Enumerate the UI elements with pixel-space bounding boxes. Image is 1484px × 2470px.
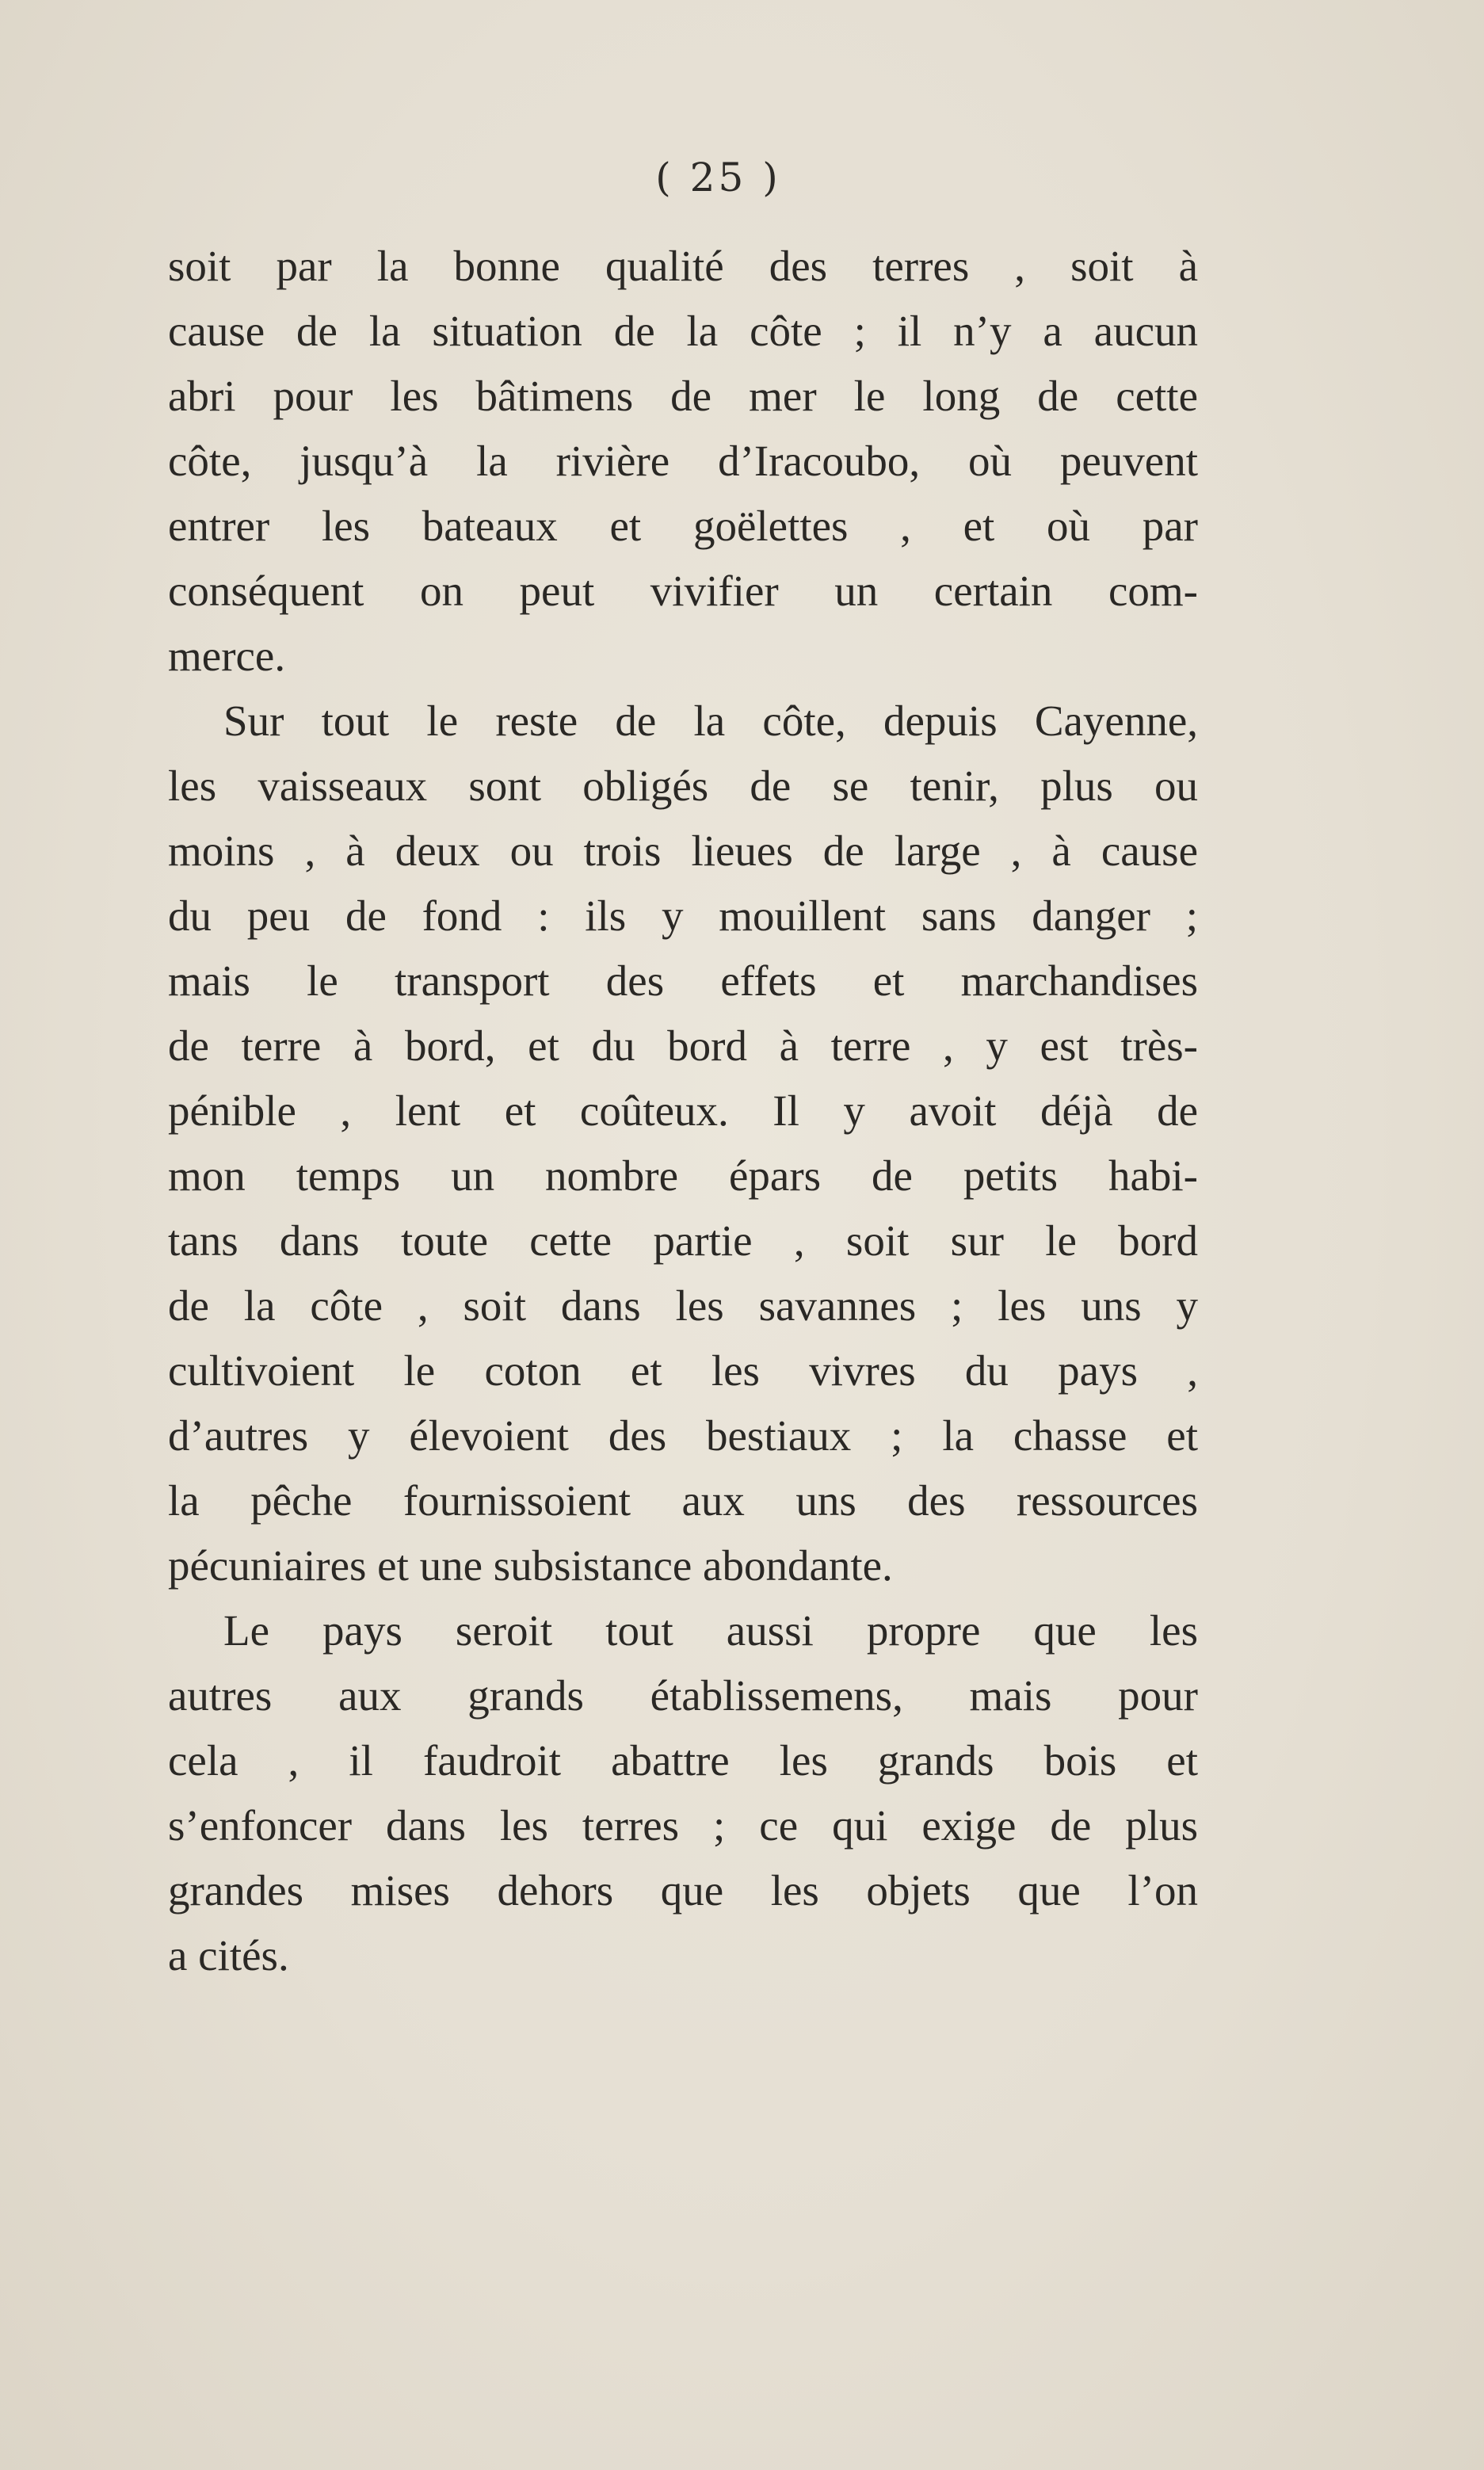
text-line: abri pour les bâtimens de mer le long de cette (168, 372, 1198, 420)
text-line: de la côte , soit dans les savannes ; les uns y (168, 1281, 1198, 1330)
text-line: cela , il faudroit abattre les grands bois et (168, 1736, 1198, 1785)
text-line: tans dans toute cette partie , soit sur le bord (168, 1216, 1198, 1265)
text-line: pénible , lent et coûteux. Il y avoit déjà de (168, 1086, 1198, 1135)
text-line: Sur tout le reste de la côte, depuis Cayenne, (223, 697, 1198, 745)
text-line: a cités. (168, 1931, 289, 1979)
text-line: pécuniaires et une subsistance abondante. (168, 1541, 893, 1590)
text-line: Le pays seroit tout aussi propre que les (223, 1606, 1198, 1655)
text-line: d’autres y élevoient des bestiaux ; la chasse et (168, 1411, 1198, 1460)
text-line: conséquent on peut vivifier un certain com- (168, 567, 1198, 615)
text-line: autres aux grands établissemens, mais pour (168, 1671, 1198, 1720)
text-line: de terre à bord, et du bord à terre , y est très- (168, 1021, 1198, 1070)
text-line: soit par la bonne qualité des terres , soit à (168, 242, 1198, 290)
text-line: cultivoient le coton et les vivres du pays , (168, 1346, 1198, 1395)
text-line: entrer les bateaux et goëlettes , et où par (168, 502, 1198, 550)
text-line: cause de la situation de la côte ; il n’y a aucun (168, 307, 1198, 355)
text-line: mais le transport des effets et marchandises (168, 956, 1198, 1005)
text-line: moins , à deux ou trois lieues de large , à cause (168, 827, 1198, 875)
text-line: la pêche fournissoient aux uns des ressources (168, 1476, 1198, 1525)
text-line: mon temps un nombre épars de petits habi- (168, 1151, 1198, 1200)
page-number: ( 25 ) (655, 155, 781, 200)
text-line: s’enfoncer dans les terres ; ce qui exige de plus (168, 1801, 1198, 1850)
text-line: merce. (168, 632, 286, 680)
body-text (168, 234, 1198, 1988)
text-line: grandes mises dehors que les objets que l’on (168, 1866, 1198, 1915)
text-line: les vaisseaux sont obligés de se tenir, plus ou (168, 762, 1198, 810)
text-line: du peu de fond : ils y mouillent sans danger ; (168, 891, 1198, 940)
text-line: côte, jusqu’à la rivière d’Iracoubo, où peuvent (168, 437, 1198, 485)
